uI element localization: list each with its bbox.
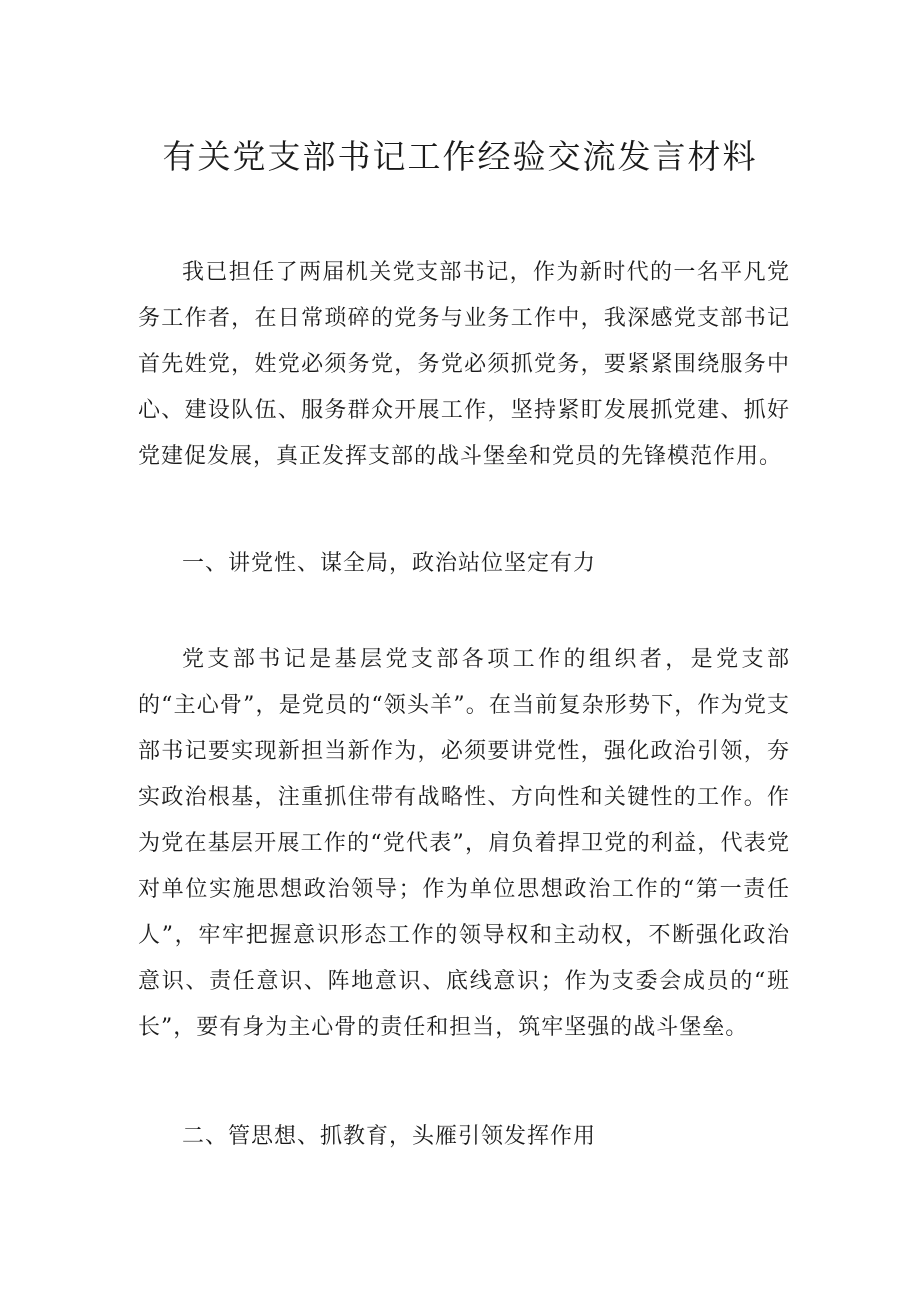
document-title: 有关党支部书记工作经验交流发言材料 (162, 137, 758, 176)
section-heading-1: 一、讲党性、谋全局，政治站位坚定有力 (182, 551, 597, 576)
section-heading-2: 二、管思想、抓教育，头雁引领发挥作用 (182, 1124, 597, 1149)
section-1-paragraph: 党支部书记是基层党支部各项工作的组织者，是党支部的“主心骨”，是党员的“领头羊”。在当前复杂形势下，作为党支部书记要实现新担当新作为，必须要讲党性，强化政治引领，夯实政治根基，注重抓住带有战略性、方向性和关键性的工作。作为党在基层开展工作的“党代表”，肩负着捍卫党的利益，代表党对单位实施思想政治领导；作为单位思想政治工作的“第一责任人”，牢牢把握意识形态工作的领导权和主动权，不断强化政治意识、责任意识、阵地意识、底线意识；作为支委会成员的“班长”，要有身为主心骨的责任和担当，筑牢坚强的战斗堡垒。 (138, 647, 790, 1040)
intro-paragraph: 我已担任了两届机关党支部书记，作为新时代的一名平凡党务工作者，在日常琐碎的党务与业务工作中，我深感党支部书记首先姓党，姓党必须务党，务党必须抓党务，要紧紧围绕服务中心、建设队伍、服务群众开展工作，坚持紧盯发展抓党建、抓好党建促发展，真正发挥支部的战斗堡垒和党员的先锋模范作用。 (138, 260, 790, 469)
